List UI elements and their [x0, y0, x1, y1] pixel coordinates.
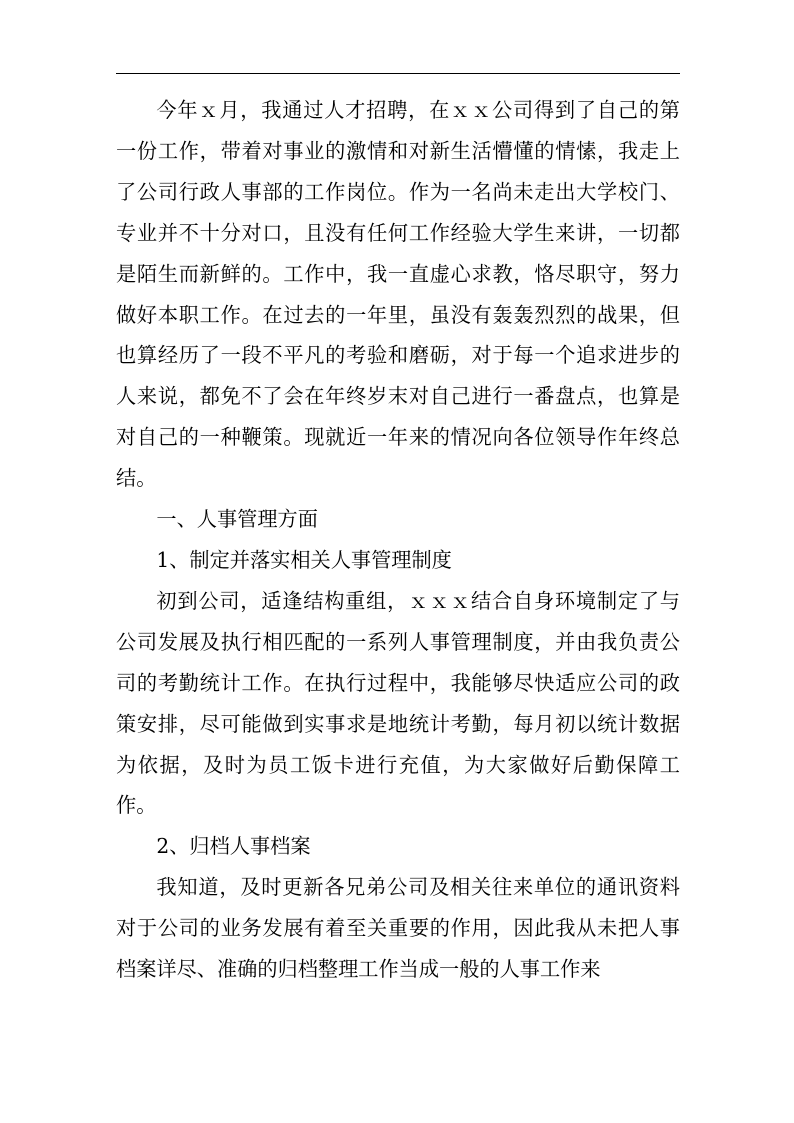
section-heading-personnel: 一、人事管理方面	[156, 507, 318, 532]
intro-paragraph: 今年ｘ月，我通过人才招聘，在ｘｘ公司得到了自己的第一份工作，带着对事业的激情和对新生活懵懂的情愫，我走上了公司行政人事部的工作岗位。作为一名尚未走出大学校门、专业并不十分对口，且没有任何工作经验大学生来讲，一切都是陌生而新鲜的。工作中，我一直虚心求教，恪尽职守，努力做好本职工作。在过去的一年里，虽没有轰轰烈烈的战果，但也算经历了一段不平凡的考验和磨砺，对于每一个追求进步的人来说，都免不了会在年终岁末对自己进行一番盘点，也算是对自己的一种鞭策。现就近一年来的情况向各位领导作年终总结。	[116, 98, 680, 491]
policies-paragraph: 初到公司，适逢结构重组，ｘｘｘ结合自身环境制定了与公司发展及执行相匹配的一系列人事管理制度，并由我负责公司的考勤统计工作。在执行过程中，我能够尽快适应公司的政策安排，尽可能做到实事求是地统计考勤，每月初以统计数据为依据，及时为员工饭卡进行充值，为大家做好后勤保障工作。	[116, 588, 680, 818]
subsection-heading-policies: 1、制定并落实相关人事管理制度	[156, 547, 452, 572]
subsection-heading-archives: 2、归档人事档案	[156, 834, 311, 859]
header-rule	[116, 73, 680, 74]
document-body	[116, 90, 680, 990]
archives-paragraph: 我知道，及时更新各兄弟公司及相关往来单位的通讯资料对于公司的业务发展有着至关重要的作用，因此我从未把人事档案详尽、准确的归档整理工作当成一般的人事工作来	[116, 875, 680, 982]
